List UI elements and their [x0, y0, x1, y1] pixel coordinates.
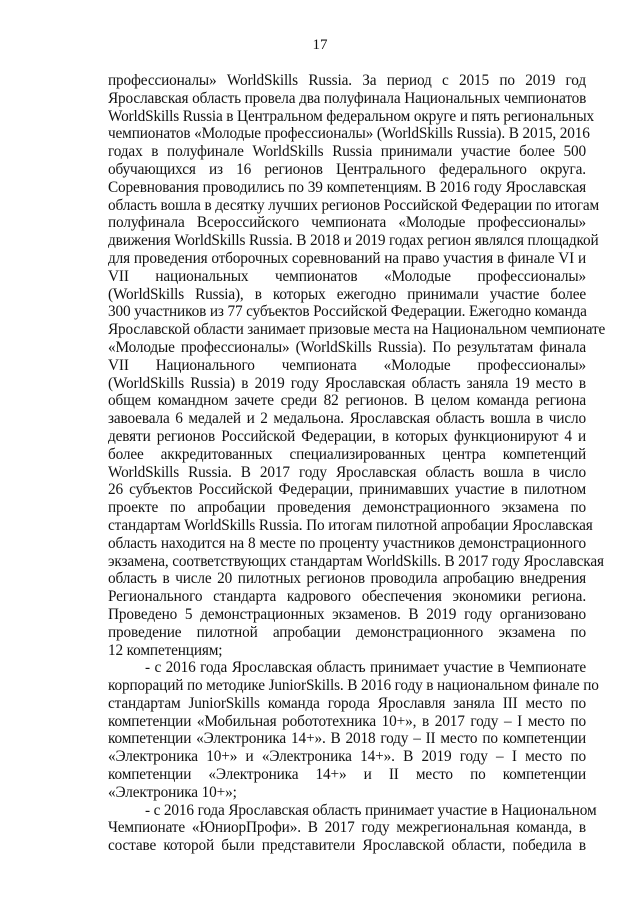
- text-line: область находится на 8 месте по проценту участников демонстрационного: [108, 534, 586, 552]
- text-line: VII национальных чемпионатов «Молодые профессионалы»: [108, 267, 586, 285]
- text-line: общем командном зачете среди 82 регионов. В целом команда региона: [108, 392, 586, 410]
- text-line: девяти регионов Российской Федерации, в которых функционируют 4 и: [108, 427, 586, 445]
- text-line: более аккредитованных специализированных центра компетенций: [108, 445, 586, 463]
- text-line: 26 субъектов Российской Федерации, принимавших участие в пилотном: [108, 481, 586, 499]
- text-line: стандартам WorldSkills Russia. По итогам пилотной апробации Ярославская: [108, 516, 593, 534]
- paragraph: [108, 801, 597, 855]
- text-line: полуфинала Всероссийского чемпионата «Молодые профессионалы»: [108, 214, 586, 232]
- text-line: WorldSkills Russia в Центральном федеральном округе и пять региональных: [108, 107, 594, 125]
- text-line: 12 компетенциям;: [108, 641, 223, 659]
- text-line: Ярославской области занимает призовые места на Национальном чемпионате: [108, 321, 606, 339]
- text-line: - с 2016 года Ярославская область принимает участие в Чемпионате: [145, 659, 586, 677]
- text-line: область вошла в десятку лучших регионов Российской Федерации по итогам: [108, 196, 600, 214]
- text-line: чемпионатов «Молодые профессионалы» (WorldSkills Russia). В 2015, 2016: [108, 125, 590, 143]
- text-line: компетенции «Электроника 14+». В 2018 году – II место по компетенции: [108, 730, 586, 748]
- text-line: проекте по апробации проведения демонстрационного экзамена по: [108, 499, 586, 517]
- text-line: «Молодые профессионалы» (WorldSkills Russia). По результатам финала: [108, 338, 586, 356]
- text-line: движения WorldSkills Russia. В 2018 и 2019 годах регион являлся площадкой: [108, 232, 599, 250]
- text-line: «Электроника 10+»;: [108, 783, 237, 801]
- text-line: - с 2016 года Ярославская область принимает участие в Национальном: [145, 801, 597, 819]
- text-line: для проведения отборочных соревнований на право участия в финале VI и: [108, 249, 586, 267]
- text-line: стандартам JuniorSkills команда города Ярославля заняла III место по: [108, 694, 586, 712]
- text-line: WorldSkills Russia. В 2017 году Ярославская область вошла в число: [108, 463, 586, 481]
- body-text: [108, 72, 606, 855]
- text-line: Соревнования проводились по 39 компетенциям. В 2016 году Ярославская: [108, 178, 586, 196]
- text-line: компетенции «Электроника 14+» и II место по компетенции: [108, 766, 586, 784]
- text-line: Ярославская область провела два полуфинала Национальных чемпионатов: [108, 89, 587, 107]
- page-number: 17: [312, 37, 328, 53]
- paragraph: [108, 659, 599, 801]
- text-line: область в числе 20 пилотных регионов проводила апробацию внедрения: [108, 570, 586, 588]
- text-line: завоевала 6 медалей и 2 медальона. Ярославская область вошла в число: [108, 410, 586, 428]
- text-line: Регионального стандарта кадрового обеспечения экономики региона.: [108, 588, 586, 606]
- text-line: Проведено 5 демонстрационных экзаменов. В 2019 году организовано: [108, 605, 586, 623]
- text-line: Чемпионате «ЮниорПрофи». В 2017 году межрегиональная команда, в: [108, 819, 586, 837]
- paragraph: [108, 72, 606, 659]
- text-line: (WorldSkills Russia) в 2019 году Ярославская область заняла 19 место в: [108, 374, 586, 392]
- text-line: VII Национального чемпионата «Молодые профессионалы»: [108, 356, 586, 374]
- text-line: «Электроника 10+» и «Электроника 14+». В 2019 году – I место по: [108, 748, 586, 766]
- text-line: компетенции «Мобильная робототехника 10+», в 2017 году – I место по: [108, 712, 586, 730]
- text-line: корпораций по методике JuniorSkills. В 2016 году в национальном финале по: [108, 677, 599, 695]
- text-line: 300 участников из 77 субъектов Российской Федерации. Ежегодно команда: [108, 303, 587, 321]
- text-line: обучающихся из 16 регионов Центрального федерального округа.: [108, 160, 586, 178]
- text-line: годах в полуфинале WorldSkills Russia принимали участие более 500: [108, 143, 586, 161]
- text-line: проведение пилотной апробации демонстрационного экзамена по: [108, 623, 586, 641]
- text-line: (WorldSkills Russia), в которых ежегодно принимали участие более: [108, 285, 586, 303]
- text-line: составе которой были представители Ярославской области, победила в: [108, 837, 586, 855]
- text-line: профессионалы» WorldSkills Russia. За период с 2015 по 2019 год: [108, 72, 586, 89]
- text-line: экзамена, соответствующих стандартам WorldSkills. В 2017 году Ярославская: [108, 552, 604, 570]
